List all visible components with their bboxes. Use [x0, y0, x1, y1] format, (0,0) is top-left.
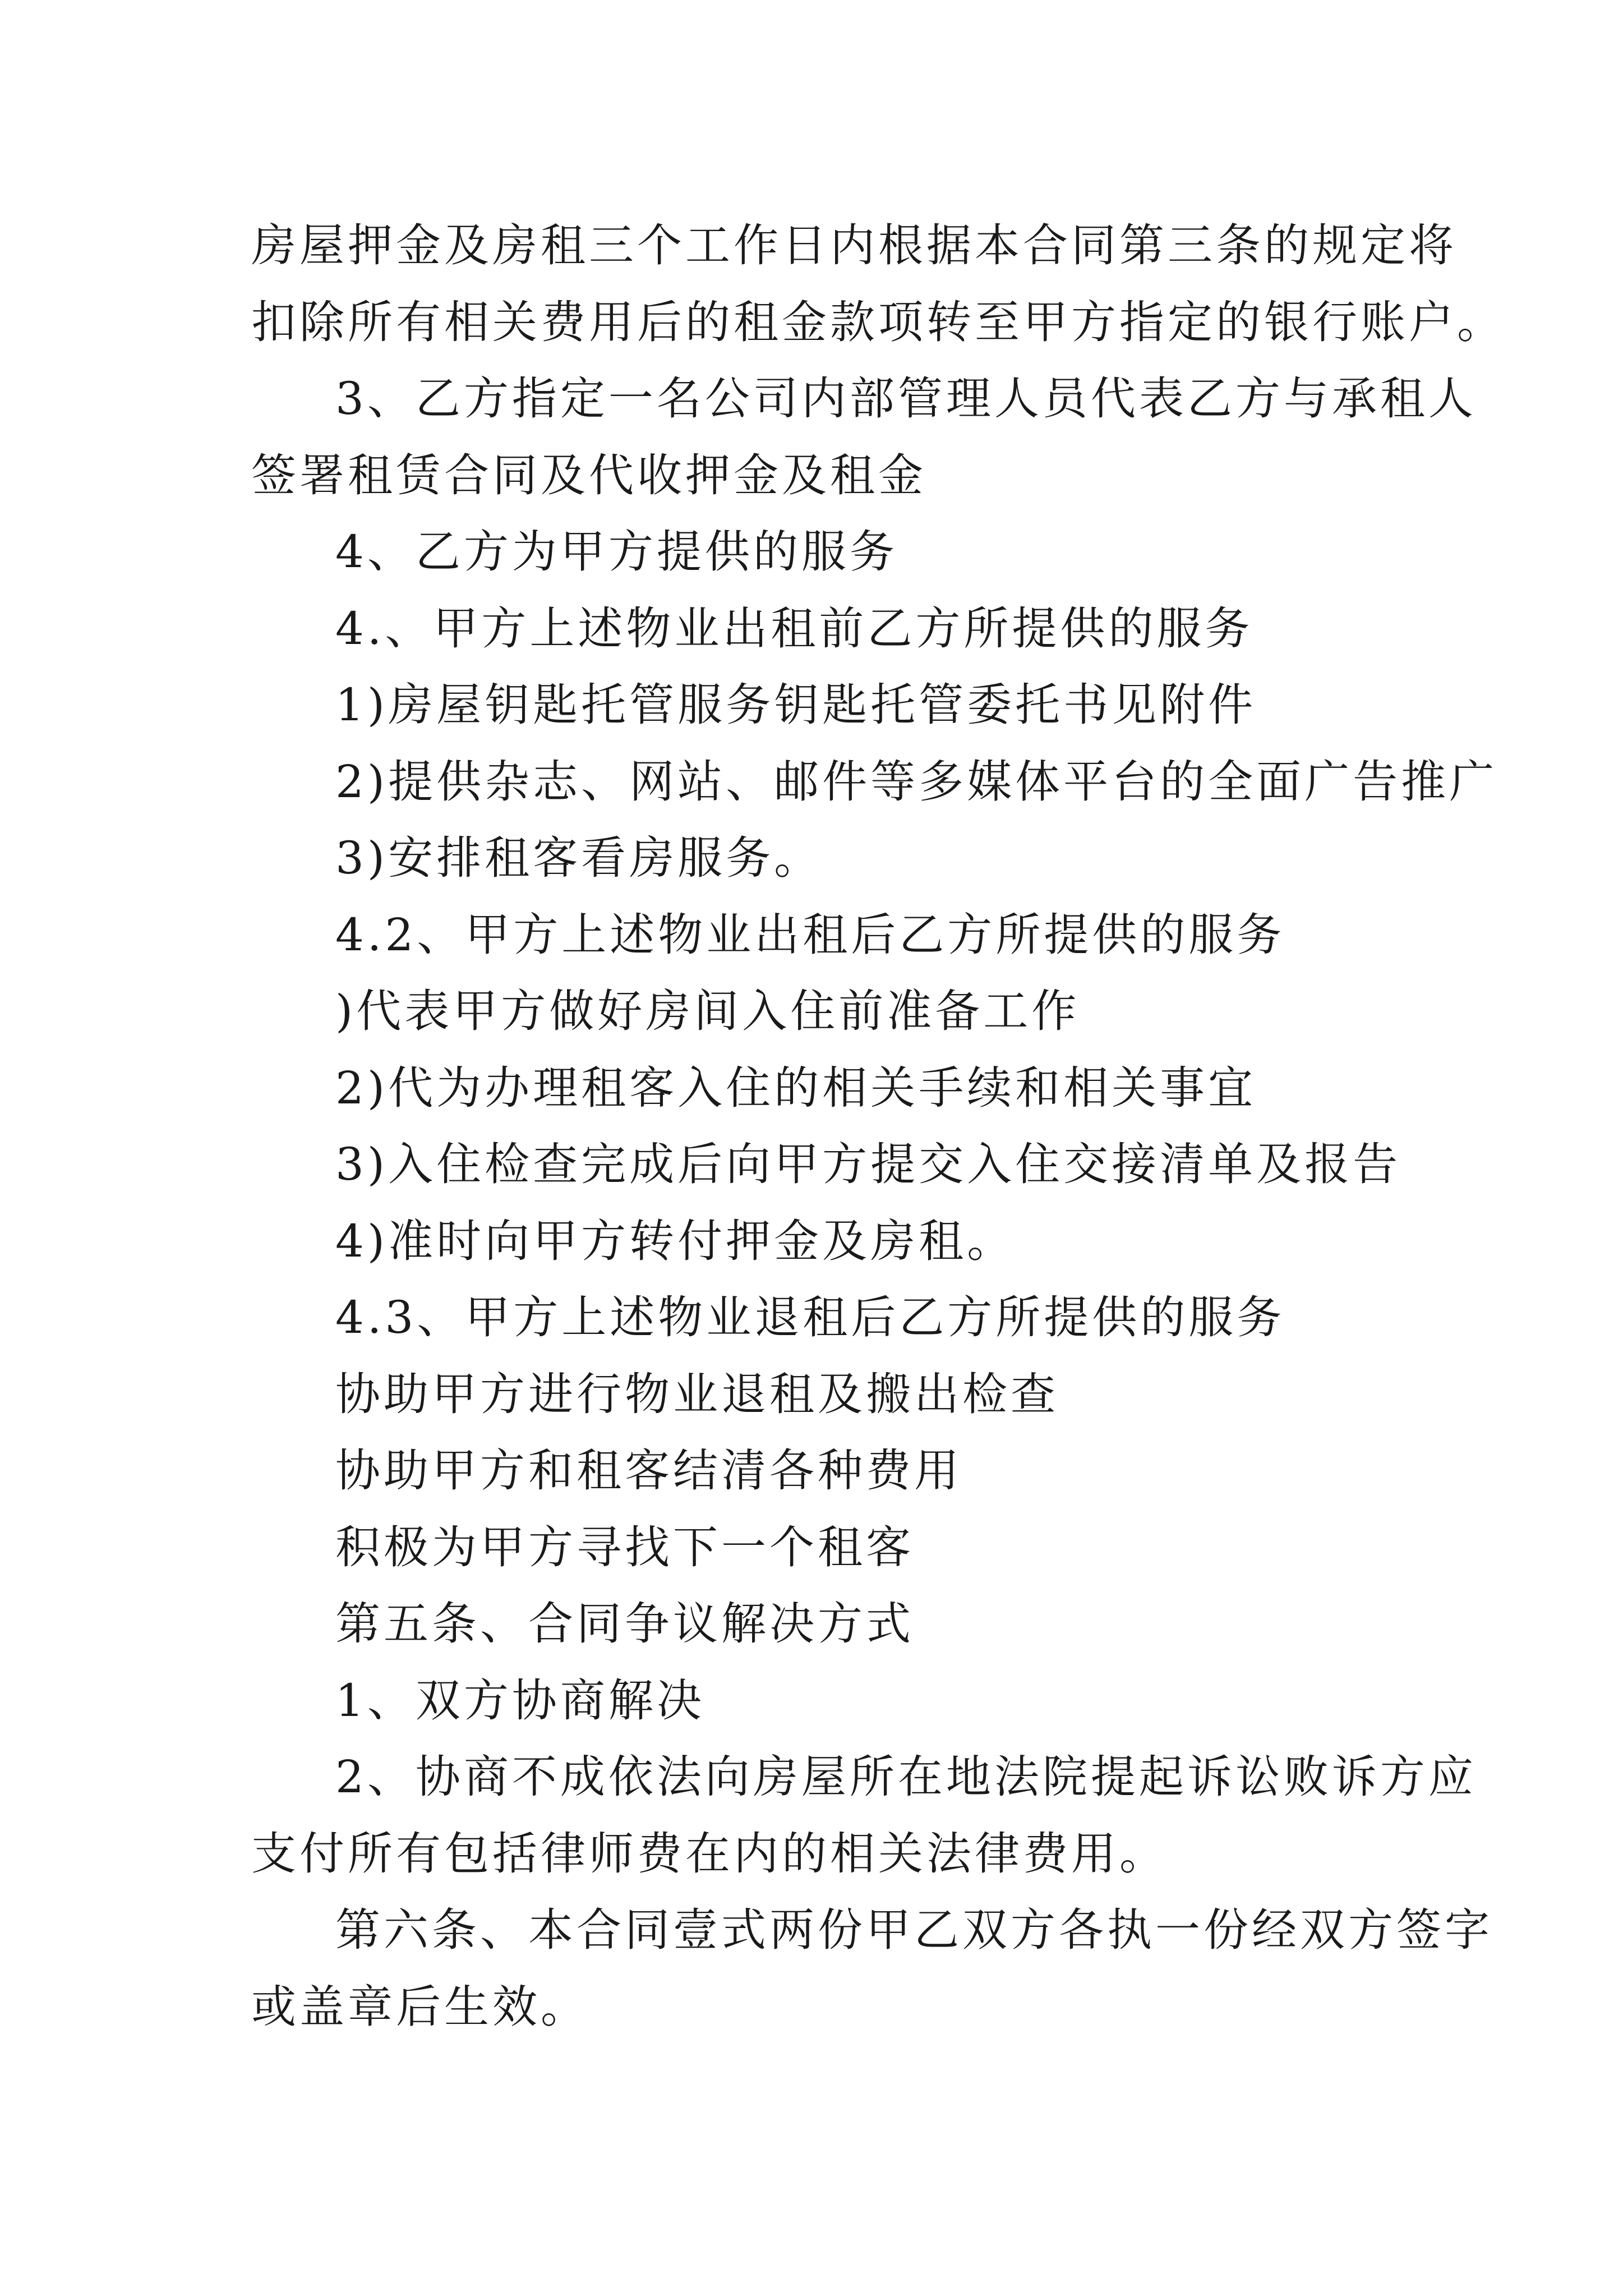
- paragraph-line: 签署租赁合同及代收押金及租金: [251, 449, 926, 501]
- paragraph-line: 4)准时向甲方转付押金及房租。: [335, 1214, 1016, 1267]
- paragraph-line: 积极为甲方寻找下一个租客: [335, 1521, 914, 1573]
- paragraph-line: 2)提供杂志、网站、邮件等多媒体平台的全面广告推广: [335, 755, 1498, 808]
- paragraph-line: 第五条、合同争议解决方式: [335, 1598, 914, 1650]
- paragraph-line: 协助甲方和租客结清各种费用: [335, 1444, 962, 1497]
- paragraph-line: 支付所有包括律师费在内的相关法律费用。: [251, 1827, 1168, 1880]
- paragraph-line: 4、乙方为甲方提供的服务: [335, 526, 898, 578]
- paragraph-line: 3)安排租客看房服务。: [335, 832, 823, 884]
- paragraph-line: )代表甲方做好房间入住前准备工作: [335, 985, 1080, 1037]
- paragraph-line: 3、乙方指定一名公司内部管理人员代表乙方与承租人: [335, 372, 1477, 425]
- paragraph-line: 第六条、本合同壹式两份甲乙双方各执一份经双方签字: [335, 1904, 1493, 1956]
- paragraph-line: 协助甲方进行物业退租及搬出检查: [335, 1368, 1059, 1420]
- paragraph-line: 4.3、甲方上述物业退租后乙方所提供的服务: [335, 1291, 1285, 1343]
- paragraph-line: 2)代为办理租客入住的相关手续和相关事宜: [335, 1061, 1257, 1114]
- paragraph-line: 扣除所有相关费用后的租金款项转至甲方指定的银行账户。: [251, 296, 1505, 348]
- paragraph-line: 1)房屋钥匙托管服务钥匙托管委托书见附件: [335, 679, 1257, 731]
- paragraph-line: 1、双方协商解决: [335, 1674, 705, 1727]
- paragraph-line: 房屋押金及房租三个工作日内根据本合同第三条的规定将: [251, 219, 1457, 272]
- paragraph-line: 3)入住检查完成后向甲方提交入住交接清单及报告: [335, 1138, 1401, 1190]
- paragraph-line: 4.、甲方上述物业出租前乙方所提供的服务: [335, 602, 1253, 655]
- paragraph-line: 4.2、甲方上述物业出租后乙方所提供的服务: [335, 908, 1285, 961]
- paragraph-line: 或盖章后生效。: [251, 1980, 589, 2033]
- document-body: [251, 208, 1505, 2045]
- paragraph-line: 2、协商不成依法向房屋所在地法院提起诉讼败诉方应: [335, 1751, 1477, 1803]
